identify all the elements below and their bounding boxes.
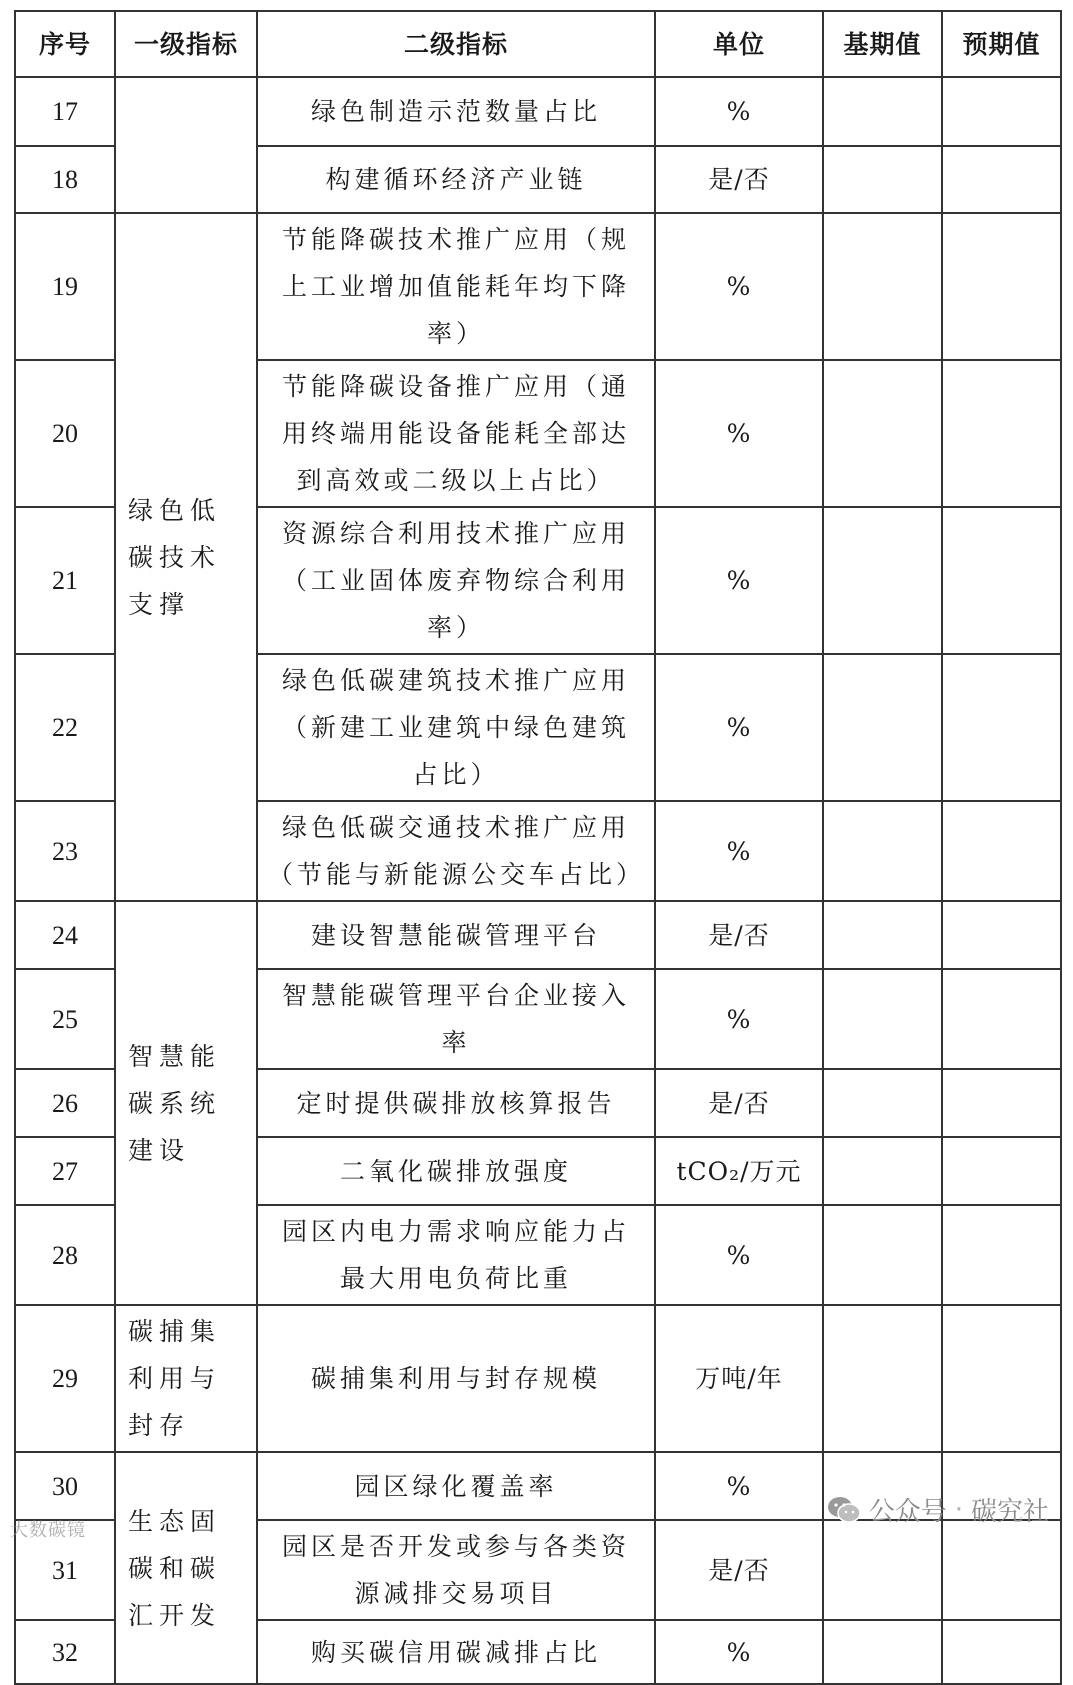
row-unit: % bbox=[655, 360, 823, 507]
brand-name: 公众号 bbox=[868, 1497, 947, 1527]
row-indicator: 购买碳信用碳减排占比 bbox=[257, 1620, 655, 1684]
row-seq: 25 bbox=[15, 969, 115, 1069]
row-base-value bbox=[823, 654, 942, 801]
row-unit: % bbox=[655, 654, 823, 801]
row-target-value bbox=[942, 1069, 1061, 1137]
header-seq: 序号 bbox=[15, 11, 115, 77]
row-unit: % bbox=[655, 507, 823, 654]
row-unit: % bbox=[655, 801, 823, 901]
row-indicator: 二氧化碳排放强度 bbox=[257, 1137, 655, 1205]
level1-eco-carbon: 生态固碳和碳汇开发 bbox=[115, 1452, 257, 1684]
watermark-left: 大数碳镜 bbox=[10, 1520, 86, 1541]
row-target-value bbox=[942, 969, 1061, 1069]
row-base-value bbox=[823, 901, 942, 969]
row-unit: tCO₂/万元 bbox=[655, 1137, 823, 1205]
row-indicator: 资源综合利用技术推广应用（工业固体废弃物综合利用率） bbox=[257, 507, 655, 654]
row-base-value bbox=[823, 1205, 942, 1305]
brand-account: 碳究社 bbox=[970, 1497, 1049, 1527]
row-indicator: 节能降碳设备推广应用（通用终端用能设备能耗全部达到高效或二级以上占比） bbox=[257, 360, 655, 507]
row-indicator: 智慧能碳管理平台企业接入率 bbox=[257, 969, 655, 1069]
row-indicator: 绿色低碳交通技术推广应用（节能与新能源公交车占比） bbox=[257, 801, 655, 901]
header-unit: 单位 bbox=[655, 11, 823, 77]
table-row bbox=[15, 77, 1061, 146]
row-target-value bbox=[942, 901, 1061, 969]
row-indicator: 园区是否开发或参与各类资源减排交易项目 bbox=[257, 1520, 655, 1620]
row-seq: 27 bbox=[15, 1137, 115, 1205]
row-base-value bbox=[823, 801, 942, 901]
row-seq: 23 bbox=[15, 801, 115, 901]
header-row bbox=[15, 11, 1061, 77]
header-level2: 二级指标 bbox=[257, 11, 655, 77]
row-unit: % bbox=[655, 1452, 823, 1520]
level1-ccus: 碳捕集利用与封存 bbox=[115, 1305, 257, 1452]
level1-smart-energy: 智慧能碳系统建设 bbox=[115, 901, 257, 1305]
row-seq: 22 bbox=[15, 654, 115, 801]
row-base-value bbox=[823, 360, 942, 507]
row-indicator: 节能降碳技术推广应用（规上工业增加值能耗年均下降率） bbox=[257, 213, 655, 360]
indicator-table-sheet bbox=[14, 10, 1060, 1667]
row-base-value bbox=[823, 213, 942, 360]
brand-watermark bbox=[827, 1491, 1049, 1528]
row-base-value bbox=[823, 77, 942, 146]
header-target: 预期值 bbox=[942, 11, 1061, 77]
row-seq: 21 bbox=[15, 507, 115, 654]
row-base-value bbox=[823, 146, 942, 213]
row-indicator: 碳捕集利用与封存规模 bbox=[257, 1305, 655, 1452]
row-seq: 17 bbox=[15, 77, 115, 146]
row-indicator: 绿色制造示范数量占比 bbox=[257, 77, 655, 146]
row-target-value bbox=[942, 1620, 1061, 1684]
row-target-value bbox=[942, 1205, 1061, 1305]
row-indicator: 园区内电力需求响应能力占最大用电负荷比重 bbox=[257, 1205, 655, 1305]
header-base: 基期值 bbox=[823, 11, 942, 77]
row-unit: 是/否 bbox=[655, 1069, 823, 1137]
row-target-value bbox=[942, 1520, 1061, 1620]
row-seq: 31 bbox=[15, 1520, 115, 1620]
row-seq: 30 bbox=[15, 1452, 115, 1520]
row-target-value bbox=[942, 507, 1061, 654]
row-unit: 是/否 bbox=[655, 901, 823, 969]
row-seq: 24 bbox=[15, 901, 115, 969]
indicator-table bbox=[14, 10, 1062, 1685]
row-target-value bbox=[942, 77, 1061, 146]
row-base-value bbox=[823, 1520, 942, 1620]
row-target-value bbox=[942, 146, 1061, 213]
brand-separator: · bbox=[954, 1494, 963, 1525]
row-base-value bbox=[823, 1137, 942, 1205]
row-unit: % bbox=[655, 213, 823, 360]
row-target-value bbox=[942, 1305, 1061, 1452]
row-target-value bbox=[942, 1137, 1061, 1205]
level1-empty-cell bbox=[115, 77, 257, 213]
row-indicator: 园区绿化覆盖率 bbox=[257, 1452, 655, 1520]
row-unit: 是/否 bbox=[655, 146, 823, 213]
row-unit: % bbox=[655, 969, 823, 1069]
row-indicator: 构建循环经济产业链 bbox=[257, 146, 655, 213]
row-base-value bbox=[823, 1305, 942, 1452]
row-indicator: 建设智慧能碳管理平台 bbox=[257, 901, 655, 969]
table-row bbox=[15, 901, 1061, 969]
row-seq: 29 bbox=[15, 1305, 115, 1452]
row-target-value bbox=[942, 360, 1061, 507]
row-seq: 18 bbox=[15, 146, 115, 213]
table-row bbox=[15, 213, 1061, 360]
row-base-value bbox=[823, 1620, 942, 1684]
row-indicator: 绿色低碳建筑技术推广应用（新建工业建筑中绿色建筑占比） bbox=[257, 654, 655, 801]
row-unit: 是/否 bbox=[655, 1520, 823, 1620]
row-unit: % bbox=[655, 1620, 823, 1684]
header-level1: 一级指标 bbox=[115, 11, 257, 77]
row-base-value bbox=[823, 969, 942, 1069]
row-seq: 26 bbox=[15, 1069, 115, 1137]
row-target-value bbox=[942, 801, 1061, 901]
row-seq: 32 bbox=[15, 1620, 115, 1684]
row-seq: 20 bbox=[15, 360, 115, 507]
row-base-value bbox=[823, 1069, 942, 1137]
row-indicator: 定时提供碳排放核算报告 bbox=[257, 1069, 655, 1137]
row-unit: % bbox=[655, 1205, 823, 1305]
row-seq: 19 bbox=[15, 213, 115, 360]
row-base-value bbox=[823, 507, 942, 654]
row-target-value bbox=[942, 654, 1061, 801]
level1-green-tech: 绿色低碳技术支撑 bbox=[115, 213, 257, 901]
row-unit: 万吨/年 bbox=[655, 1305, 823, 1452]
row-target-value bbox=[942, 213, 1061, 360]
row-unit: % bbox=[655, 77, 823, 146]
row-seq: 28 bbox=[15, 1205, 115, 1305]
table-row bbox=[15, 1305, 1061, 1452]
wechat-icon bbox=[827, 1495, 861, 1525]
